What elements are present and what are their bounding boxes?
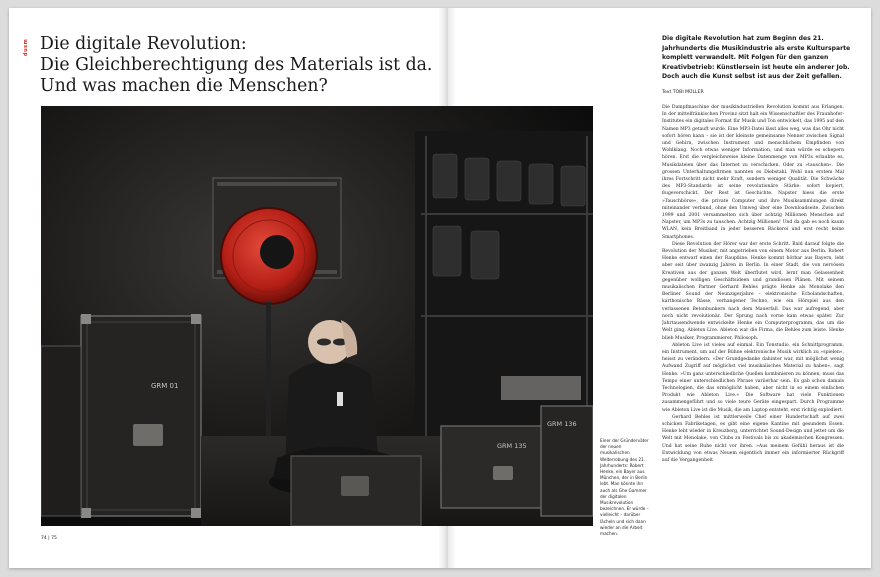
magazine-spread: [9, 8, 871, 568]
headline-line: Die digitale Revolution:: [40, 34, 247, 54]
case-label: GRM 136: [547, 420, 577, 428]
body-paragraph: Die Dampfmaschine der musikindustriellen Revolution kommt aus Erlangen. In der mittelfränkischen Provinz sitzt halt ein Wissenschaftler des Fraunhofer-Institutes ein digitales Format für Musik und Ton entwickelt, das 1995 auf den Namen MP3 getauft wurde. Eine MP3-Datei lässt alles weg, was das Ohr nicht sofort hören kann – sie ist der kleinste gemeinsame Nenner zwischen Signal und Gehirn, zwischen Instrument und menschlichem Empfinden von Wohlklang. Noch etwas weniger Information, und man würde es schepern hören. Erst die vergleichsweise kleine Datenmenge von MP3s erlaubte es, Musikdateien über das Internet zu verschicken. Oder zu »tauschen«. Die grossen Unterhaltungsfirmen nannten es Diebstahl. Wohl nun erstem Mal ihres Fortschritt nicht mehr Kraft, sondern weniger Qualität. Die Schwäche des MP3-Standards ist seine revolutionäre Stärke: sofort kopiert, ßugeverschickt. Der Rest ist Geschichte. Napster hiess die erste »Tauschbörse«, die private Computer und ihre Musiksammlungen direkt miteinander verbund, ohne den Umweg über eine Downloadseite. Zwischen 1999 und 2001 versammelten sich über achtzig Millionen Menschen auf Napster, um MP3s zu tauschen. Achtzig Millionen! Und da gab es noch kaum WLAN, kein Breitband in jeder besseren Bäckerei und erst recht keine Smartphones.: [662, 105, 844, 240]
body-paragraph: Diese Revolution der Hörer war der erste Schritt. Bald darauf folgte die Revolution der Musiker, mit angetrieben von einem Motor aus Berlin. Robert Henke entwarf einen der Raupßine. Henke kommt hörbar aus Bayern, lebt aber seit über zwanzig Jahren in Berlin. In einer Stadt, die von nervösen Kreativen aus der ganzen Welt überflutet wird, lernt man Gelassenheit gegenüber wolligen Geschäftsideen und grandiosen Plänen. Mit seinem musikalischen Partner Gerhard Behles prägte Henke als Monolake den Berliner Sound der Neunzigerjahre – elektronische Echolandschaften, karthonische Bässe, verhangener Techno, wie ein Hörspiel aus den verlassenen Betonbunkern nach dem Mauerfall. Das war aufregend, aber noch nicht revolutionär. Der Sprung nach vorne kam etwas später. Zur Jahrtausendwende entwickelte Henke ein Computerprogramm, das um die Welt ging, Ableton Live. Ableton war die Firma, die Behles zum leiste. Henke blieb Musiker, Programmierer, Philosoph.: [662, 241, 844, 341]
body-paragraph: Ableton Live ist vieles auf einmal. Ein Tonstudio, ein Schnittprogramm, ein Instrument, um auf der Bühne elektronische Musik wirklich zu »spielen«, heisst zu verändern. »Der Grundgedanke dahinter war, mit möglichst wenig Aufwand Zugriff auf möglichst viel musikalisches Material zu haben«, sagt Henke. »Um ganz unterschiedliche Quellen kombinieren zu können, muss das Tempo einer unterschiedlichen Phrase variierbar sein. Es gab schon damals Technologien, die das ermöglicht haben, aber nicht in so einem einfachen Produkt wie Ableton Live.« Die Software hat viele Funktionen zusammengeführt und so viele teure Geräte eingespart. Durch Programme wie Ableton Live ist die Musik, die am Laptop entsteht, erst richtig explodiert.: [662, 342, 844, 413]
article-body: [662, 104, 844, 536]
page-number: 74 | 75: [41, 536, 57, 541]
author-byline: Text TOBI MÜLLER: [662, 90, 704, 95]
photo-caption: Einer der Gründerväter der neuen musikalischen Welterrobung des 21. Jahrhunderts: Robert Henke, ein Bayer aus München, der in Berlin lebt. Man könnte ihn auch als Ghe Gammer der digitalen Musikrevolution bezeichnen. Er würde – vielleicht – darüber lächeln und sich dann wieder an die Arbeit machen.: [600, 438, 649, 537]
body-paragraph: Gerhard Behles ist mittlerweile Chef einer Hundertschaft auf zwei schicken Fabriketagen, es gibt eine eigene Kantine mit gesundem Essen. Henke lebt wieder in Kreuzberg, unterrichtet Sound-Design und jettet um die Welt mit Monolake, von Clubs zu Festivals bis zu akademischen Kongressen. Und hat seine Ruhe nicht vor ihren. »Aus meinem Gefühl heraus ist die Entwicklung von etwas Neuem eigentlich immer ein informierter Rückgriff auf die Vergangenheit: [662, 414, 844, 463]
headline-line: Und was machen die Menschen?: [40, 76, 328, 96]
headline-line: Die Gleichberechtigung des Materials ist da.: [40, 55, 433, 75]
article-photo: [41, 106, 593, 526]
section-tag: dusm: [23, 38, 29, 56]
case-label: GRM 01: [151, 382, 179, 390]
article-headline: [40, 34, 433, 97]
article-lead: Die digitale Revolution hat zum Beginn des 21. Jahrhunderts die Musikindustrie als erste Kultursparte komplett verwandelt. Mit Folgen für den ganzen Kreativbetrieb: Künstlersein ist heute ein anderer Job. Doch auch die Kunst selbst ist aus der Zeit gefallen.: [662, 35, 851, 80]
case-label: GRM 135: [497, 442, 527, 450]
